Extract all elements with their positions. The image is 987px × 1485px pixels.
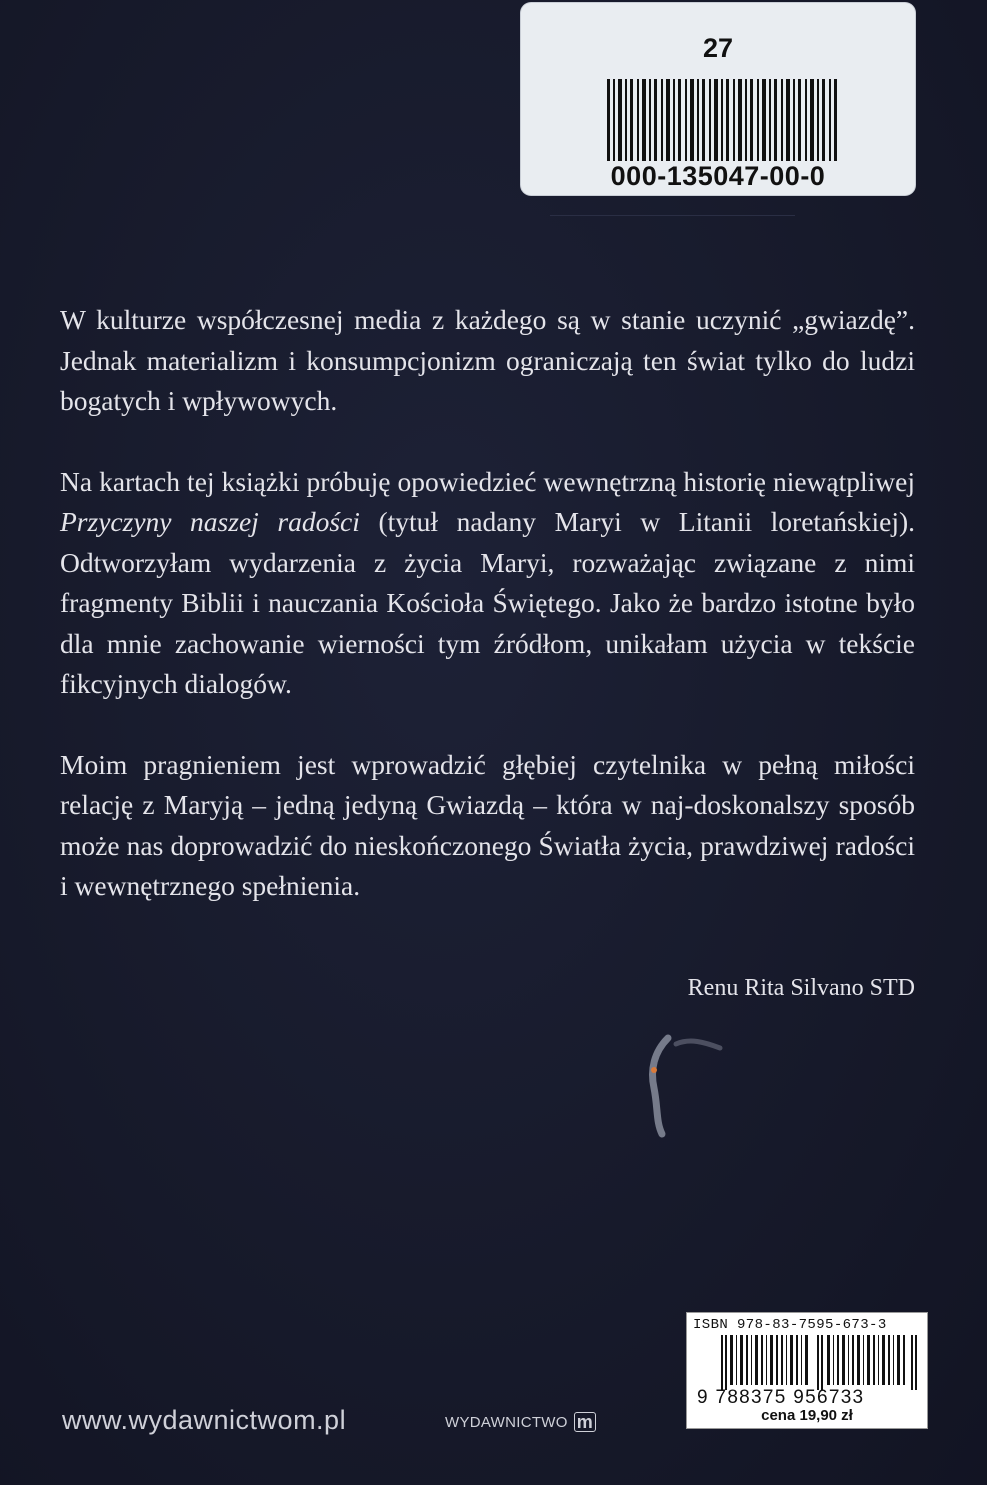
publisher-name-text: WYDAWNICTWO [445,1413,568,1431]
blurb-paragraph-3: Moim pragnieniem jest wprowadzić głębiej czytelnika w pełną miłości relację z Maryją – jedną jedyną Gwiazdą – która w naj-doskonalszy sposób może nas doprowadzić do nieskończonego Światła życia, prawdziwej radości i wewnętrznego spełnienia. [60,748,915,901]
publisher-logo-icon: m [574,1412,596,1432]
author-signature: Renu Rita Silvano STD [687,975,915,1001]
blurb-p2-start: Na kartach tej książki próbuję opowiedzieć wewnętrzną historię niewątpliwej [60,465,915,497]
back-cover-blurb [60,300,915,907]
isbn-label [686,1312,928,1429]
price: cena 19,90 zł [761,1407,853,1424]
blurb-p2-end: (tytuł nadany Maryi w Litanii loretańskiej). Odtworzyłam wydarzenia z życia Maryi, rozważając związane z nimi fragmenty Biblii i nauczania Kościoła Świętego. Jako że bardzo istotne było dla mnie zachowanie wierności tym źródłom, unikałam użycia w tekście fikcyjnych dialogów. [60,506,915,699]
library-barcode [607,79,837,161]
publisher-name [445,1412,596,1432]
library-label-number: 27 [702,33,734,63]
blurb-paragraph-1: W kulturze współczesnej media z każdego są w stanie uczynić „gwiazdę”. Jednak materializm i konsumpcjonizm ograniczają ten świat tylko do ludzi bogatych i wpływowych. [60,304,915,416]
library-label [521,3,915,195]
library-label-code: 000-135047-00-0 [610,161,826,191]
blurb-paragraph-2 [60,462,915,705]
isbn-number: ISBN 978-83-7595-673-3 [693,1317,887,1333]
isbn-barcode-digits: 9 788375 956733 [697,1387,865,1408]
isbn-barcode [721,1335,921,1390]
divider [550,215,795,216]
ornament-mark [640,1030,730,1140]
publisher-website[interactable]: www.wydawnictwom.pl [62,1405,347,1435]
blurb-p2-italic-title: Przyczyny naszej radości [60,506,360,537]
